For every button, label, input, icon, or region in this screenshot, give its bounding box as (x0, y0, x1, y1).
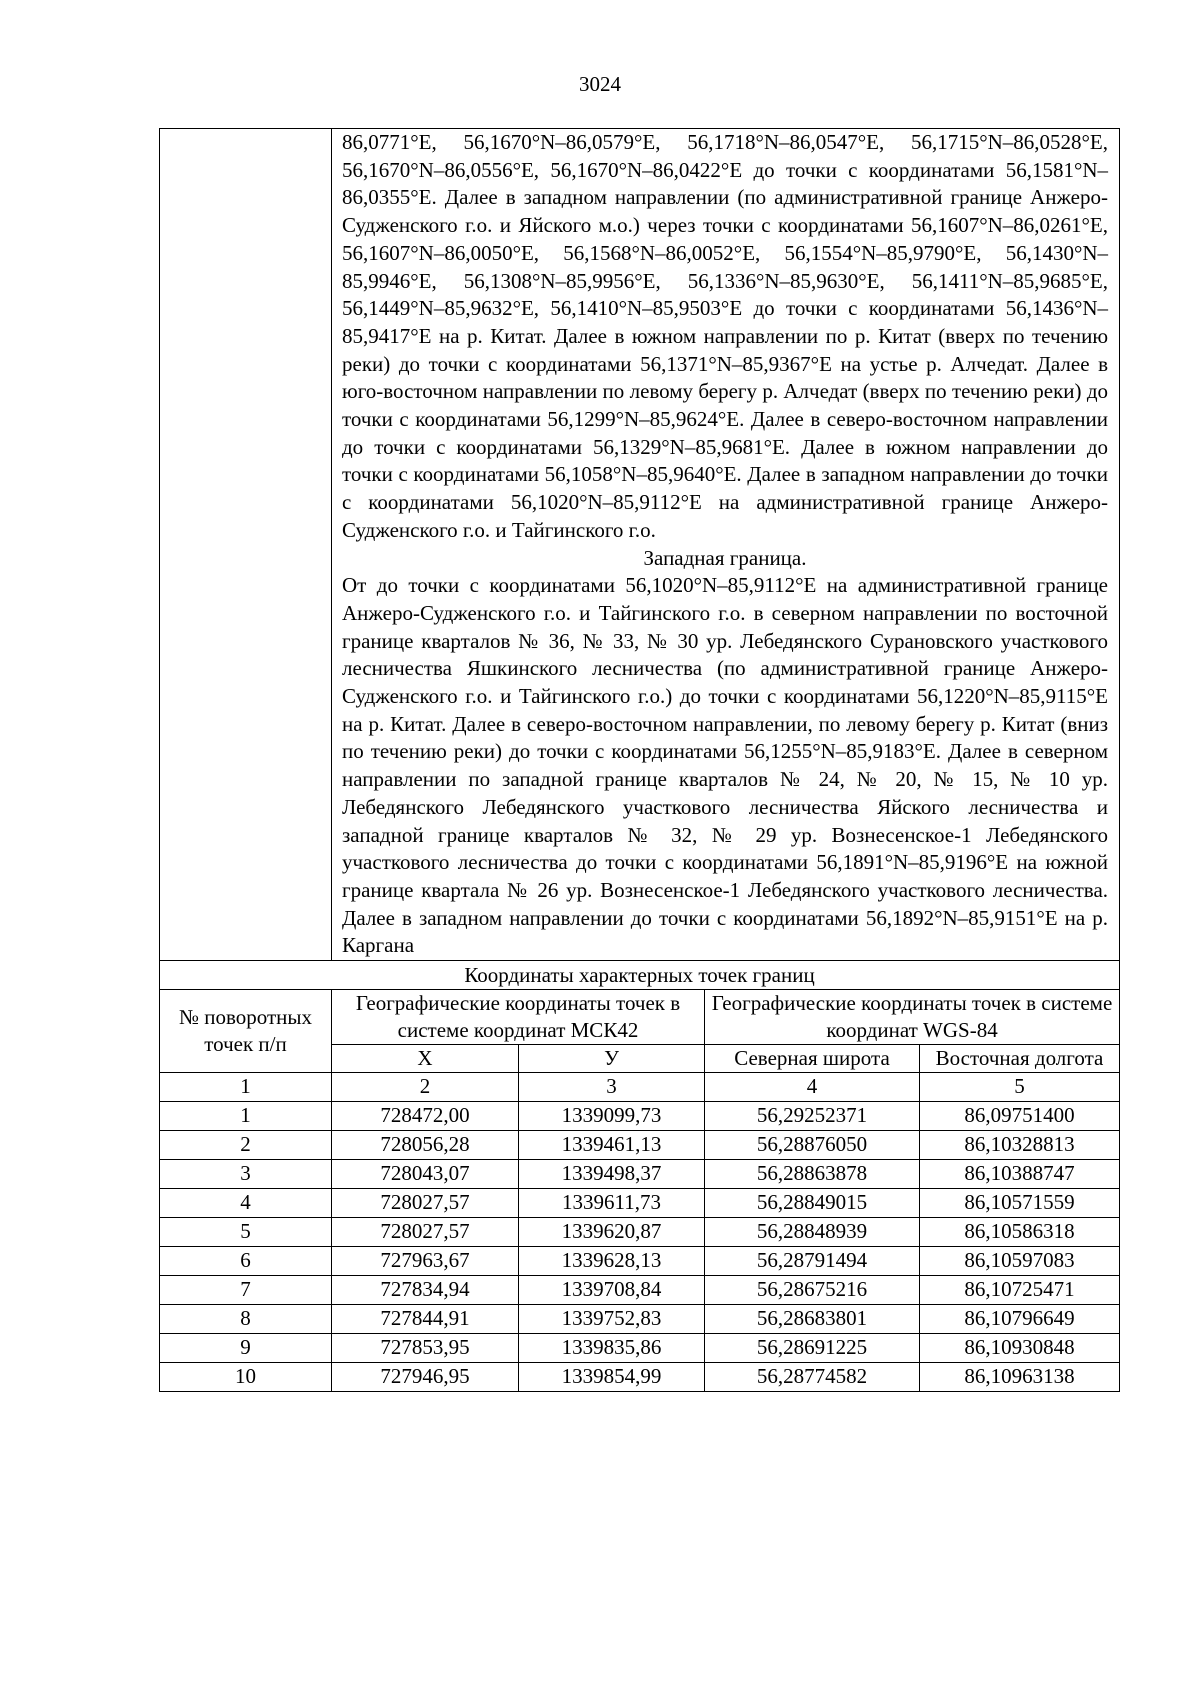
description-paragraph-1: 86,0771°E, 56,1670°N–86,0579°E, 56,1718°N–86,0547°E, 56,1715°N–86,0528°E, 56,1670°N–86,0556°E, 56,1670°N–86,0422°E до точки с координатами 56,1581°N–86,0355°E. Далее в западном направлении (по административной границе Анжеро-Судженского г.о. и Яйского м.о.) через точки с координатами 56,1607°N–86,0261°E, 56,1607°N–86,0050°E, 56,1568°N–86,0052°E, 56,1554°N–85,9790°E, 56,1430°N–85,9946°E, 56,1308°N–85,9956°E, 56,1336°N–85,9630°E, 56,1411°N–85,9685°E, 56,1449°N–85,9632°E, 56,1410°N–85,9503°E до точки с координатами 56,1436°N–85,9417°E на р. Китат. Далее в южном направлении по р. Китат (вверх по течению реки) до точки с координатами 56,1371°N–85,9367°E на устье р. Алчедат. Далее в юго-восточном направлении по левому берегу р. Алчедат (вверх по течению реки) до точки с координатами 56,1299°N–85,9624°E. Далее в северо-восточном направлении до точки с координатами 56,1329°N–85,9681°E. Далее в южном направлении до точки с координатами 56,1058°N–85,9640°E. Далее в западном направлении до точки с координатами 56,1020°N–85,9112°E на административной границе Анжеро-Судженского г.о. и Тайгинского г.о. (342, 130, 1109, 542)
table-row (160, 1189, 1120, 1218)
longitude-cell: 86,10571559 (920, 1189, 1120, 1218)
point-number-cell: 7 (160, 1276, 332, 1305)
latitude-cell: 56,28774582 (705, 1363, 920, 1392)
point-number-cell: 3 (160, 1160, 332, 1189)
y-cell: 1339620,87 (519, 1218, 705, 1247)
table-row (160, 1334, 1120, 1363)
table-row (160, 1102, 1120, 1131)
point-number-cell: 9 (160, 1334, 332, 1363)
table-row (160, 1363, 1120, 1392)
description-cell (332, 129, 1120, 961)
coordinate-rows (160, 1102, 1120, 1392)
point-number-cell: 8 (160, 1305, 332, 1334)
description-paragraph-2: От до точки с координатами 56,1020°N–85,9112°E на административной границе Анжеро-Судженского г.о. и Тайгинского г.о. в северном направлении по восточной границе кварталов № 36, № 33, № 30 ур. Лебедянского Сурановского участкового лесничества Яшкинского лесничества (по административной границе Анжеро-Судженского г.о. и Тайгинского г.о.) до точки с координатами 56,1220°N–85,9115°E на р. Китат. Далее в северо-восточном направлении, по левому берегу р. Китат (вниз по течению реки) до точки с координатами 56,1255°N–85,9183°E. Далее в северном направлении по западной границе кварталов № 24, № 20, № 15, № 10 ур. Лебедянского Лебедянского участкового лесничества Яйского лесничества и западной границе кварталов № 32, № 29 ур. Вознесенское-1 Лебедянского участкового лесничества до точки с координатами 56,1891°N–85,9196°E на южной границе квартала № 26 ур. Вознесенское-1 Лебедянского участкового лесничества. Далее в западном направлении до точки с координатами 56,1892°N–85,9151°E на р. Каргана (342, 573, 1109, 958)
description-empty-cell (160, 129, 332, 961)
boundary-table (159, 128, 1120, 1392)
y-cell: 1339099,73 (519, 1102, 705, 1131)
x-cell: 728027,57 (332, 1189, 519, 1218)
x-cell: 728472,00 (332, 1102, 519, 1131)
column-number: 2 (332, 1073, 519, 1102)
header-y: У (519, 1045, 705, 1073)
point-number-cell: 2 (160, 1131, 332, 1160)
longitude-cell: 86,10388747 (920, 1160, 1120, 1189)
x-cell: 727853,95 (332, 1334, 519, 1363)
table-row (160, 1305, 1120, 1334)
y-cell: 1339752,83 (519, 1305, 705, 1334)
point-number-cell: 6 (160, 1247, 332, 1276)
point-number-cell: 4 (160, 1189, 332, 1218)
x-cell: 727834,94 (332, 1276, 519, 1305)
longitude-cell: 86,10796649 (920, 1305, 1120, 1334)
table-row (160, 1160, 1120, 1189)
longitude-cell: 86,09751400 (920, 1102, 1120, 1131)
latitude-cell: 56,28683801 (705, 1305, 920, 1334)
latitude-cell: 56,28791494 (705, 1247, 920, 1276)
y-cell: 1339854,99 (519, 1363, 705, 1392)
longitude-cell: 86,10930848 (920, 1334, 1120, 1363)
latitude-cell: 56,29252371 (705, 1102, 920, 1131)
x-cell: 728056,28 (332, 1131, 519, 1160)
x-cell: 728027,57 (332, 1218, 519, 1247)
western-boundary-heading: Западная граница. (643, 545, 807, 570)
header-row-1 (160, 990, 1120, 1045)
latitude-cell: 56,28849015 (705, 1189, 920, 1218)
y-cell: 1339611,73 (519, 1189, 705, 1218)
header-latitude: Северная широта (705, 1045, 920, 1073)
header-point-number: № поворотных точек п/п (160, 990, 332, 1073)
point-number-cell: 5 (160, 1218, 332, 1247)
table-caption: Координаты характерных точек границ (160, 961, 1120, 990)
y-cell: 1339835,86 (519, 1334, 705, 1363)
y-cell: 1339628,13 (519, 1247, 705, 1276)
header-msk42-group: Географические координаты точек в системе координат МСК42 (332, 990, 705, 1045)
caption-row (160, 961, 1120, 990)
latitude-cell: 56,28691225 (705, 1334, 920, 1363)
column-number-row (160, 1073, 1120, 1102)
table-row (160, 1131, 1120, 1160)
column-number: 3 (519, 1073, 705, 1102)
table-row (160, 1247, 1120, 1276)
page-number: 3024 (579, 72, 621, 96)
column-number: 1 (160, 1073, 332, 1102)
point-number-cell: 10 (160, 1363, 332, 1392)
column-number: 5 (920, 1073, 1120, 1102)
latitude-cell: 56,28675216 (705, 1276, 920, 1305)
longitude-cell: 86,10586318 (920, 1218, 1120, 1247)
y-cell: 1339461,13 (519, 1131, 705, 1160)
header-x: Х (332, 1045, 519, 1073)
longitude-cell: 86,10725471 (920, 1276, 1120, 1305)
latitude-cell: 56,28876050 (705, 1131, 920, 1160)
header-longitude: Восточная долгота (920, 1045, 1120, 1073)
x-cell: 727963,67 (332, 1247, 519, 1276)
table-row (160, 1276, 1120, 1305)
description-row (160, 129, 1120, 961)
table-row (160, 1218, 1120, 1247)
longitude-cell: 86,10328813 (920, 1131, 1120, 1160)
point-number-cell: 1 (160, 1102, 332, 1131)
longitude-cell: 86,10963138 (920, 1363, 1120, 1392)
header-wgs84-group: Географические координаты точек в системе координат WGS-84 (705, 990, 1120, 1045)
x-cell: 727946,95 (332, 1363, 519, 1392)
column-number: 4 (705, 1073, 920, 1102)
x-cell: 727844,91 (332, 1305, 519, 1334)
latitude-cell: 56,28848939 (705, 1218, 920, 1247)
y-cell: 1339708,84 (519, 1276, 705, 1305)
x-cell: 728043,07 (332, 1160, 519, 1189)
longitude-cell: 86,10597083 (920, 1247, 1120, 1276)
y-cell: 1339498,37 (519, 1160, 705, 1189)
latitude-cell: 56,28863878 (705, 1160, 920, 1189)
